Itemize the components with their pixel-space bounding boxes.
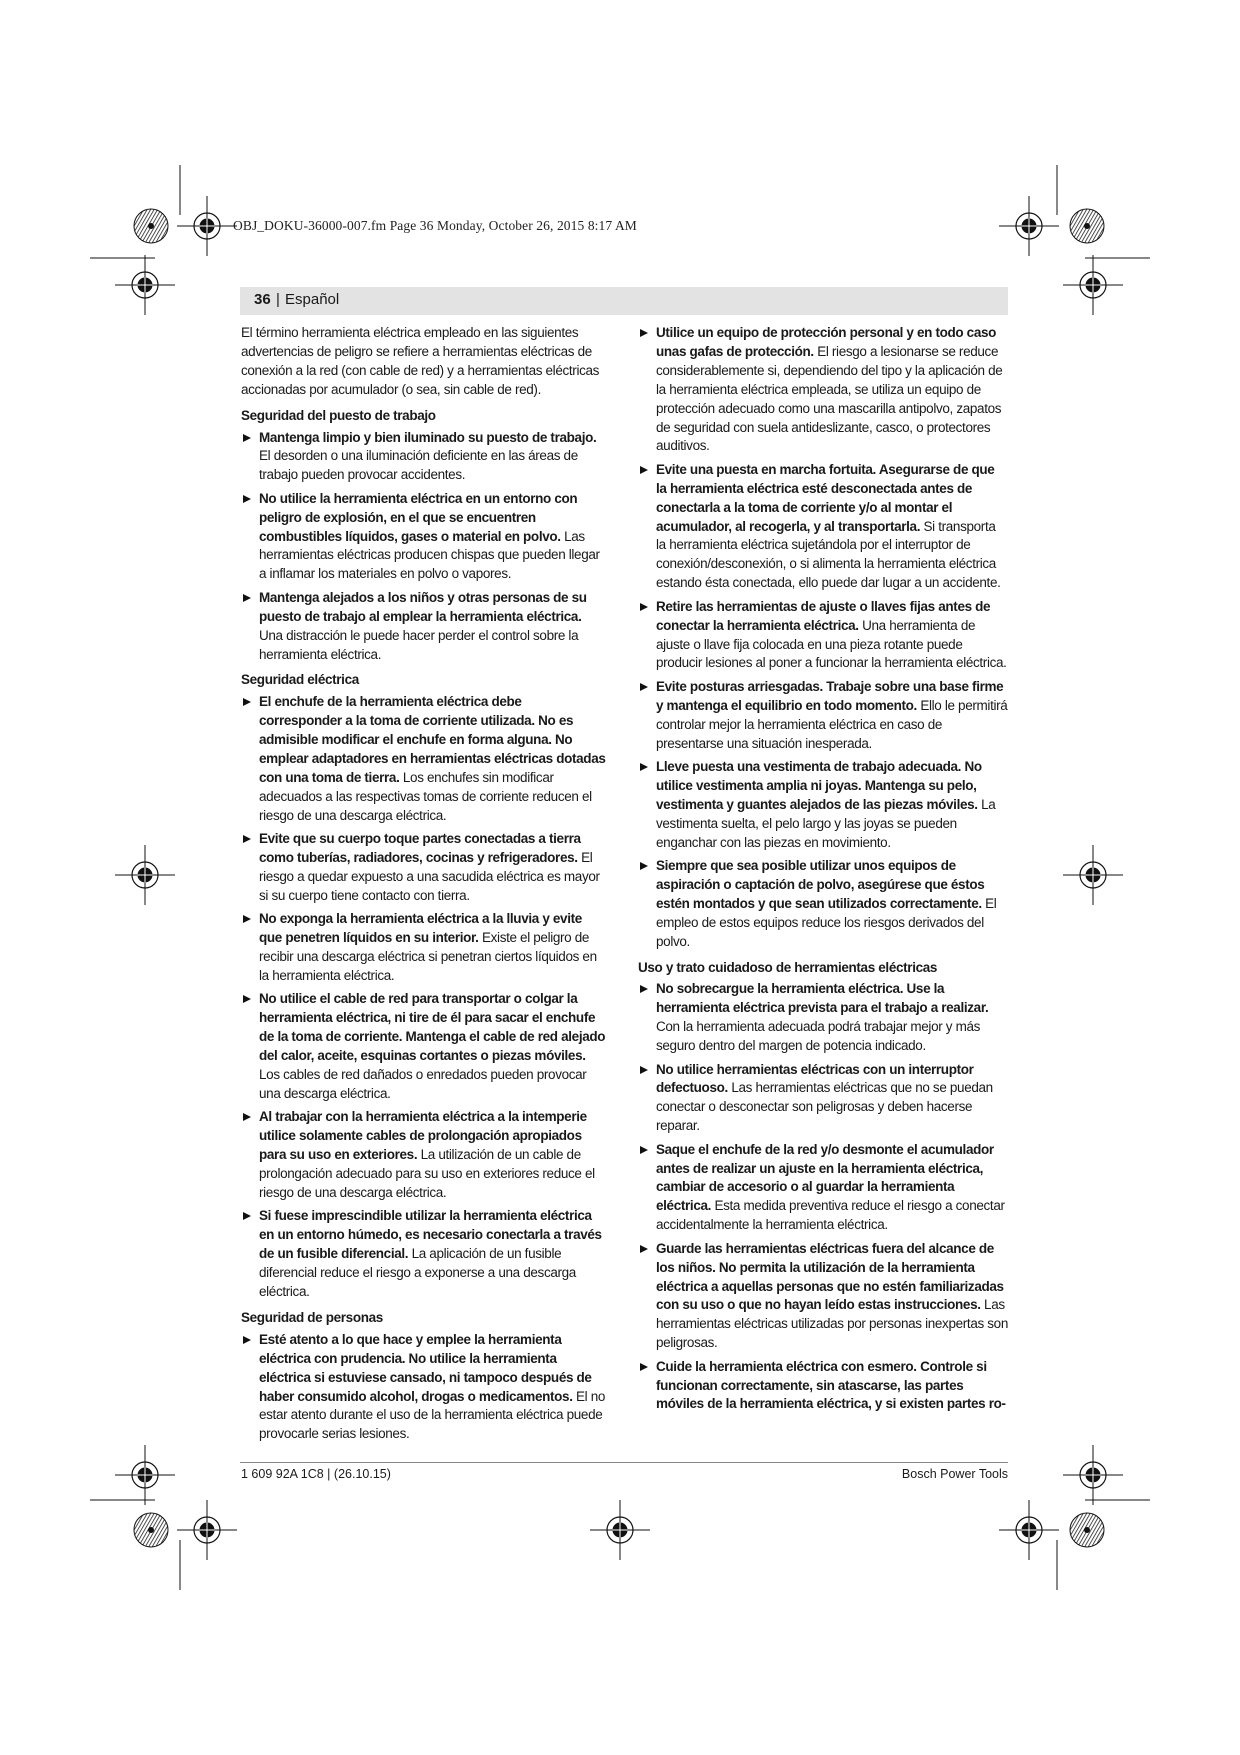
safety-item-text: El empleo de estos equipos reduce los riesgos derivados del polvo. xyxy=(656,895,997,949)
safety-item-text: Una distracción le puede hacer perder el control sobre la herramienta eléctrica. xyxy=(259,627,579,662)
safety-item xyxy=(241,429,607,486)
bullet-triangle-icon xyxy=(640,1066,648,1074)
safety-item xyxy=(638,857,1008,952)
bullet-triangle-icon xyxy=(243,1113,251,1121)
registration-mark xyxy=(177,196,237,256)
safety-item-text: Existe el peligro de recibir una descarga eléctrica si penetran ciertos líquidos en la herramienta eléctrica. xyxy=(259,930,597,983)
footer-document-number: 1 609 92A 1C8 | (26.10.15) xyxy=(241,1467,391,1481)
safety-item-lead: Retire las herramientas de ajuste o llaves fijas antes de conectar la herramienta eléctrica. xyxy=(656,598,991,633)
bullet-triangle-icon xyxy=(640,1245,648,1253)
file-slug: OBJ_DOKU-36000-007.fm Page 36 Monday, October 26, 2015 8:17 AM xyxy=(233,218,637,233)
bullet-triangle-icon xyxy=(640,1363,648,1371)
bullet-triangle-icon xyxy=(243,915,251,923)
safety-item-lead: Esté atento a lo que hace y emplee la herramienta eléctrica con prudencia. No utilice la herramienta eléctrica si estuviese cansado, ni tampoco después de haber consumido alcohol, drogas o medicamentos. xyxy=(259,1331,592,1404)
safety-item-text: El desorden o una iluminación deficiente en las áreas de trabajo pueden provocar accidentes. xyxy=(259,448,578,483)
safety-item-text: La utilización de un cable de prolongación adecuado para su uso en exteriores reduce el riesgo de una descarga eléctrica. xyxy=(259,1147,595,1200)
safety-item-lead: Cuide la herramienta eléctrica con esmero. Controle si funcionan correctamente, sin atascarse, las partes móviles de la herramienta eléctrica, y si existen partes ro- xyxy=(656,1358,1006,1412)
safety-item-text: Ello le permitirá controlar mejor la herramienta eléctrica en caso de presentarse una situación inesperada. xyxy=(656,697,1008,751)
safety-item-lead: Saque el enchufe de la red y/o desmonte el acumulador antes de realizar un ajuste en la herramienta eléctrica, cambiar de accesorio o al guardar la herramienta eléctrica. xyxy=(656,1141,994,1214)
header-separator: | xyxy=(276,291,280,308)
registration-mark xyxy=(999,196,1059,256)
registration-mark xyxy=(115,845,175,905)
bullet-triangle-icon xyxy=(640,1146,648,1154)
safety-item-lead: No utilice el cable de red para transportar o colgar la herramienta eléctrica, ni tire de él para sacar el enchufe de la toma de corriente. Mantenga el cable de red alejado del calor, aceite, esquinas cortantes o piezas móviles. xyxy=(259,991,606,1064)
safety-item-text: Si transporta la herramienta eléctrica sujetándola por el interruptor de conexión/desconexión, o si alimenta la herramienta eléctrica estando ésta conectada, ello puede dar lugar a un accidente. xyxy=(656,518,1001,591)
right-column xyxy=(638,324,1008,1419)
safety-item-lead: Evite que su cuerpo toque partes conectadas a tierra como tuberías, radiadores, cocinas y refrigeradores. xyxy=(259,831,581,866)
safety-item xyxy=(241,990,607,1103)
header-language: Español xyxy=(285,291,340,308)
safety-item-lead: Evite posturas arriesgadas. Trabaje sobre una base firme y mantenga el equilibrio en todo momento. xyxy=(656,678,1004,713)
section-heading: Seguridad eléctrica xyxy=(241,672,359,688)
bullet-triangle-icon xyxy=(243,1212,251,1220)
section-heading: Seguridad del puesto de trabajo xyxy=(241,407,436,423)
safety-item xyxy=(638,1358,1008,1415)
registration-mark xyxy=(1070,1513,1104,1547)
safety-item xyxy=(638,1061,1008,1137)
bullet-triangle-icon xyxy=(243,434,251,442)
safety-item-lead: Utilice un equipo de protección personal y en todo caso unas gafas de protección. xyxy=(656,325,997,359)
safety-item-lead: No sobrecargue la herramienta eléctrica. Use la herramienta eléctrica prevista para el trabajo a realizar. xyxy=(656,981,989,1016)
registration-mark xyxy=(177,1500,237,1560)
safety-item-text: Los cables de red dañados o enredados pueden provocar una descarga eléctrica. xyxy=(259,1067,587,1101)
registration-mark xyxy=(1063,255,1123,315)
safety-item-text: La vestimenta suelta, el pelo largo y las joyas se pueden enganchar con las piezas en movimiento. xyxy=(656,796,996,850)
safety-item xyxy=(638,1141,1008,1236)
safety-item-text: Esta medida preventiva reduce el riesgo a conectar accidentalmente la herramienta eléctrica. xyxy=(656,1198,1005,1233)
bullet-triangle-icon xyxy=(243,594,251,602)
safety-item-text: Las herramientas eléctricas producen chispas que pueden llegar a inflamar los materiales en polvo o vapores. xyxy=(259,528,600,582)
safety-item-text: El riesgo a lesionarse se reduce considerablemente si, dependiendo del tipo y la aplicación de la herramienta eléctrica empleada, se utiliza un equipo de protección adecuado como una mascarilla antipolvo, zapatos de seguridad con suela antideslizante, casco, o protectores auditivos. xyxy=(656,343,1003,454)
section-heading: Seguridad de personas xyxy=(241,1309,383,1325)
safety-item-text: Los enchufes sin modificar adecuados a las respectivas tomas de corriente reducen el riesgo de una descarga eléctrica. xyxy=(259,769,592,823)
page-header xyxy=(240,287,1008,315)
safety-item-lead: El enchufe de la herramienta eléctrica debe corresponder a la toma de corriente utilizada. No es admisible modificar el enchufe en forma alguna. No emplear adaptadores en herramientas eléctricas dotadas con una toma de tierra. xyxy=(259,694,606,785)
bullet-triangle-icon xyxy=(640,862,648,870)
bullet-triangle-icon xyxy=(640,466,648,474)
safety-item xyxy=(638,980,1008,1056)
left-column xyxy=(241,324,607,1449)
bullet-triangle-icon xyxy=(243,1336,251,1344)
footer-brand: Bosch Power Tools xyxy=(901,1467,1008,1481)
safety-item xyxy=(241,1207,607,1302)
bullet-triangle-icon xyxy=(640,763,648,771)
safety-item xyxy=(638,1240,1008,1353)
registration-mark xyxy=(134,209,168,243)
safety-item-text: Una herramienta de ajuste o llave fija colocada en una pieza rotante puede producir lesiones al poner a funcionar la herramienta eléctrica. xyxy=(656,617,1007,671)
safety-item-lead: No utilice la herramienta eléctrica en un entorno con peligro de explosión, en el que se encuentren combustibles líquidos, gases o material en polvo. xyxy=(259,490,578,544)
registration-mark xyxy=(134,1513,168,1547)
footer-rule xyxy=(240,1462,1008,1463)
safety-item xyxy=(241,1331,607,1444)
registration-mark xyxy=(1070,209,1104,243)
safety-item-lead: Guarde las herramientas eléctricas fuera del alcance de los niños. No permita la utilización de la herramienta eléctrica a aquellas personas que no estén familiarizadas con su uso o que no hayan leído estas instrucciones. xyxy=(656,1240,1004,1313)
registration-mark xyxy=(115,255,175,315)
registration-mark xyxy=(115,1445,175,1505)
safety-item-lead: Lleve puesta una vestimenta de trabajo adecuada. No utilice vestimenta amplia ni joyas. Mantenga su pelo, vestimenta y guantes alejados de las piezas móviles. xyxy=(656,758,982,812)
bullet-triangle-icon xyxy=(640,985,648,993)
bullet-triangle-icon xyxy=(640,603,648,611)
safety-item-lead: Mantenga alejados a los niños y otras personas de su puesto de trabajo al emplear la herramienta eléctrica. xyxy=(259,589,587,624)
safety-item xyxy=(638,758,1008,853)
safety-item-text: Las herramientas eléctricas que no se puedan conectar o desconectar son peligrosas y deben hacerse reparar. xyxy=(656,1080,993,1134)
intro-paragraph: El término herramienta eléctrica empleado en las siguientes advertencias de peligro se refiere a herramientas eléctricas de conexión a la red (con cable de red) y a herramientas eléctricas accionadas por acumulador (o sea, sin cable de red). xyxy=(241,325,600,397)
registration-mark xyxy=(590,1500,650,1560)
safety-item xyxy=(241,910,607,986)
page-number: 36 xyxy=(254,291,271,308)
bullet-triangle-icon xyxy=(243,495,251,503)
bullet-triangle-icon xyxy=(243,995,251,1003)
bullet-triangle-icon xyxy=(640,683,648,691)
safety-item-text: Con la herramienta adecuada podrá trabajar mejor y más seguro dentro del margen de potencia indicado. xyxy=(656,1019,981,1054)
safety-item xyxy=(241,693,607,825)
safety-item-text: Las herramientas eléctricas utilizadas por personas inexpertas son peligrosas. xyxy=(656,1297,1008,1351)
section-heading: Uso y trato cuidadoso de herramientas eléctricas xyxy=(638,959,938,975)
safety-item-lead: Evite una puesta en marcha fortuita. Asegurarse de que la herramienta eléctrica esté desconectada antes de conectarla a la toma de corriente y/o al montar el acumulador, al recogerla, y al transportarla. xyxy=(656,461,995,534)
bullet-triangle-icon xyxy=(243,698,251,706)
safety-item-text: La aplicación de un fusible diferencial reduce el riesgo a exponerse a una descarga eléctrica. xyxy=(259,1246,576,1299)
safety-item-lead: Al trabajar con la herramienta eléctrica a la intemperie utilice solamente cables de prolongación apropiados para su uso en exteriores. xyxy=(259,1109,587,1163)
safety-item-lead: No utilice herramientas eléctricas con un interruptor defectuoso. xyxy=(656,1061,974,1096)
registration-mark xyxy=(999,1500,1059,1560)
safety-item xyxy=(638,461,1008,593)
safety-item xyxy=(241,589,607,665)
safety-item xyxy=(638,324,1008,456)
bullet-triangle-icon xyxy=(243,835,251,843)
safety-item-text: El riesgo a quedar expuesto a una sacudida eléctrica es mayor si su cuerpo tiene contacto con tierra. xyxy=(259,850,600,903)
registration-mark xyxy=(1063,1445,1123,1505)
registration-mark xyxy=(1063,845,1123,905)
safety-item-lead: Si fuese imprescindible utilizar la herramienta eléctrica en un entorno húmedo, es necesario conectarla a través de un fusible diferencial. xyxy=(259,1208,602,1262)
bullet-triangle-icon xyxy=(640,329,648,337)
safety-item-lead: Siempre que sea posible utilizar unos equipos de aspiración o captación de polvo, asegúrese que éstos estén montados y que sean utilizados correctamente. xyxy=(656,857,985,911)
safety-item-text: El no estar atento durante el uso de la herramienta eléctrica puede provocarle serias lesiones. xyxy=(259,1388,606,1442)
safety-item xyxy=(241,830,607,906)
safety-item-lead: Mantenga limpio y bien iluminado su puesto de trabajo. xyxy=(259,429,597,445)
safety-item xyxy=(638,678,1008,754)
safety-item-lead: No exponga la herramienta eléctrica a la lluvia y evite que penetren líquidos en su interior. xyxy=(259,911,582,946)
safety-item xyxy=(241,1108,607,1203)
safety-item xyxy=(241,490,607,585)
safety-item xyxy=(638,598,1008,674)
